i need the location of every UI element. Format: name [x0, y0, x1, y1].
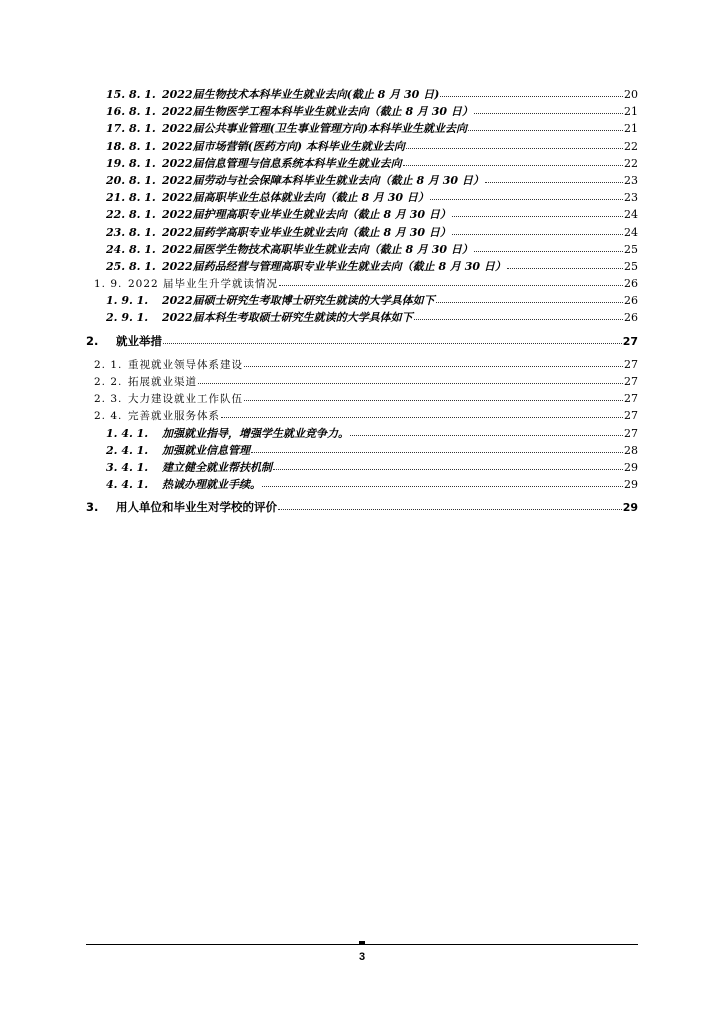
toc-entry[interactable] [86, 189, 638, 206]
toc-entry-title: 加强就业指导，增强学生就业竞争力。 [162, 426, 349, 440]
toc-dot-leader [251, 444, 623, 453]
toc-entry-number: 2. [86, 333, 99, 348]
toc-entry[interactable] [86, 86, 638, 103]
toc-entry-number: 25. 8. 1. [106, 259, 156, 273]
toc-entry-page: 27 [624, 426, 638, 440]
toc-entry-page: 27 [624, 375, 638, 388]
toc-entry[interactable] [86, 120, 638, 137]
toc-entry-title: 2022届信息管理与信息系统本科毕业生就业去向 [162, 156, 402, 170]
toc-entry[interactable] [86, 499, 638, 516]
toc-entry[interactable] [86, 425, 638, 442]
toc-entry-title: 2022届高职毕业生总体就业去向（截止 8 月 30 日） [162, 191, 429, 205]
toc-dot-leader [474, 243, 623, 252]
toc-entry-title: 2022届公共事业管理(卫生事业管理方向)本科毕业生就业去向 [162, 122, 468, 136]
toc-entry-page: 23 [624, 173, 638, 187]
toc-entry[interactable] [86, 206, 638, 223]
toc-entry-number: 1. 9. 1. [106, 294, 149, 308]
toc-dot-leader [507, 260, 623, 269]
toc-dot-leader [406, 140, 623, 149]
toc-entry-title: 2022届药学高职专业毕业生就业去向（截止 8 月 30 日） [162, 225, 451, 239]
toc-entry-page: 24 [624, 225, 638, 239]
toc-entry-page: 25 [624, 259, 638, 273]
toc-dot-leader [244, 358, 623, 367]
toc-entry-title: 2022届药品经营与管理高职专业毕业生就业去向（截止 8 月 30 日） [162, 259, 506, 273]
toc-dot-leader [414, 311, 623, 320]
toc-entry-page: 26 [624, 294, 638, 308]
toc-entry-number: 1. 9. [94, 278, 123, 291]
toc-entry[interactable] [86, 333, 638, 350]
toc-entry-number: 2. 4. [94, 410, 123, 423]
footer-page-number: 3 [358, 951, 366, 963]
toc-dot-leader [436, 294, 623, 303]
toc-entry[interactable] [86, 292, 638, 309]
toc-dot-leader [474, 105, 623, 114]
toc-entry[interactable] [86, 103, 638, 120]
toc-dot-leader [198, 375, 623, 384]
toc-entry-page: 28 [624, 443, 638, 457]
toc-entry-page: 29 [624, 460, 638, 474]
toc-entry-number: 24. 8. 1. [106, 242, 156, 256]
toc-entry-number: 3. 4. 1. [106, 460, 149, 474]
toc-entry-page: 27 [624, 392, 638, 406]
toc-entry-page: 22 [624, 156, 638, 170]
toc-dot-leader [244, 392, 623, 401]
toc-entry-page: 23 [624, 191, 638, 205]
toc-entry-number: 22. 8. 1. [106, 208, 156, 222]
toc-dot-leader [485, 174, 623, 183]
toc-entry-number: 3. [86, 500, 99, 515]
toc-entry-title: 拓展就业渠道 [128, 376, 197, 388]
toc-entry[interactable] [86, 172, 638, 189]
footer-rule [86, 944, 638, 945]
toc-dot-leader [403, 157, 623, 166]
toc-entry[interactable] [86, 258, 638, 275]
toc-entry-number: 2. 4. 1. [106, 443, 149, 457]
toc-entry-page: 26 [624, 311, 638, 325]
toc-entry-page: 21 [624, 122, 638, 136]
toc-entry-number: 16. 8. 1. [106, 105, 156, 119]
toc-entry-title: 2022届医学生物技术高职毕业生就业去向（截止 8 月 30 日） [162, 242, 473, 256]
toc-entry[interactable] [86, 407, 638, 424]
toc-entry-number: 2. 9. 1. [106, 311, 149, 325]
toc-entry-page: 24 [624, 208, 638, 222]
toc-dot-leader [452, 226, 623, 235]
toc-entry-title: 2022届生物医学工程本科毕业生就业去向（截止 8 月 30 日） [162, 105, 473, 119]
footer-mark [359, 941, 365, 944]
toc-entry-number: 23. 8. 1. [106, 225, 156, 239]
toc-entry[interactable] [86, 373, 638, 390]
toc-entry-title: 2022届市场营销(医药方向) 本科毕业生就业去向 [162, 139, 405, 153]
toc-entry-number: 20. 8. 1. [106, 173, 156, 187]
toc-dot-leader [468, 122, 623, 131]
toc-entry-page: 25 [624, 242, 638, 256]
toc-dot-leader [440, 88, 623, 97]
toc-entry-page: 29 [622, 501, 638, 515]
toc-entry-number: 21. 8. 1. [106, 191, 156, 205]
toc-dot-leader [163, 335, 622, 344]
toc-dot-leader [273, 461, 623, 470]
toc-entry[interactable] [86, 224, 638, 241]
toc-entry-title: 2022届硕士研究生考取博士研究生就读的大学具体如下 [162, 294, 435, 308]
toc-entry-number: 19. 8. 1. [106, 156, 156, 170]
toc-entry-title: 加强就业信息管理 [162, 443, 250, 457]
toc-entry-title: 热诚办理就业手续。 [162, 478, 261, 492]
toc-entry-page: 26 [624, 277, 638, 291]
toc-entry-page: 27 [624, 357, 638, 371]
toc-entry-number: 4. 4. 1. [106, 478, 149, 492]
toc-dot-leader [452, 208, 623, 217]
toc-entry-title: 完善就业服务体系 [128, 410, 220, 423]
toc-entry-page: 29 [624, 478, 638, 492]
toc-entry-number: 18. 8. 1. [106, 139, 156, 153]
toc-entry-page: 27 [622, 334, 638, 348]
toc-entry-title: 2022届劳动与社会保障本科毕业生就业去向（截止 8 月 30 日） [162, 173, 484, 187]
toc-dot-leader [350, 427, 623, 436]
toc-entry-number: 2. 1. [94, 358, 123, 371]
toc-entry-title: 2022届护理高职专业毕业生就业去向（截止 8 月 30 日） [162, 208, 451, 222]
toc-entry-page: 20 [624, 88, 638, 101]
toc-entry-number: 1. 4. 1. [106, 426, 149, 440]
toc-dot-leader [278, 501, 622, 510]
toc-entry-title: 重视就业领导体系建设 [128, 358, 243, 371]
toc-dot-leader [430, 191, 623, 200]
toc-entry[interactable] [86, 442, 638, 459]
toc-entry-number: 2. 2. [94, 376, 123, 388]
toc-entry-title: 用人单位和毕业生对学校的评价 [116, 500, 277, 515]
toc-entry[interactable] [86, 155, 638, 172]
toc-entry-page: 21 [624, 105, 638, 119]
toc-dot-leader [279, 277, 623, 286]
toc-entry[interactable] [86, 390, 638, 407]
toc-entry[interactable] [86, 476, 638, 493]
toc-entry[interactable] [86, 356, 638, 373]
toc-entry-title: 2022届本科生考取硕士研究生就读的大学具体如下 [162, 311, 413, 325]
toc-entry-page: 27 [624, 409, 638, 423]
toc-dot-leader [221, 409, 623, 418]
toc-entry-number: 2. 3. [94, 393, 123, 406]
toc-entry-number: 15. 8. 1. [106, 88, 156, 101]
toc-entry-page: 22 [624, 139, 638, 153]
toc-entry[interactable] [86, 309, 638, 326]
toc-entry-title: 大力建设就业工作队伍 [128, 393, 243, 406]
toc-entry-title: 就业举措 [116, 333, 162, 348]
toc-entry[interactable] [86, 275, 638, 292]
toc-dot-leader [262, 478, 623, 487]
toc-entry-title: 2022届生物技术本科毕业生就业去向(截止 8 月 30 日) [162, 88, 440, 101]
toc-entry[interactable] [86, 241, 638, 258]
toc-entry-title: 2022 届毕业生升学就读情况 [128, 278, 279, 291]
table-of-contents [86, 86, 638, 517]
toc-entry[interactable] [86, 459, 638, 476]
toc-entry-number: 17. 8. 1. [106, 122, 156, 136]
toc-entry-title: 建立健全就业帮扶机制 [162, 460, 272, 474]
toc-entry[interactable] [86, 138, 638, 155]
